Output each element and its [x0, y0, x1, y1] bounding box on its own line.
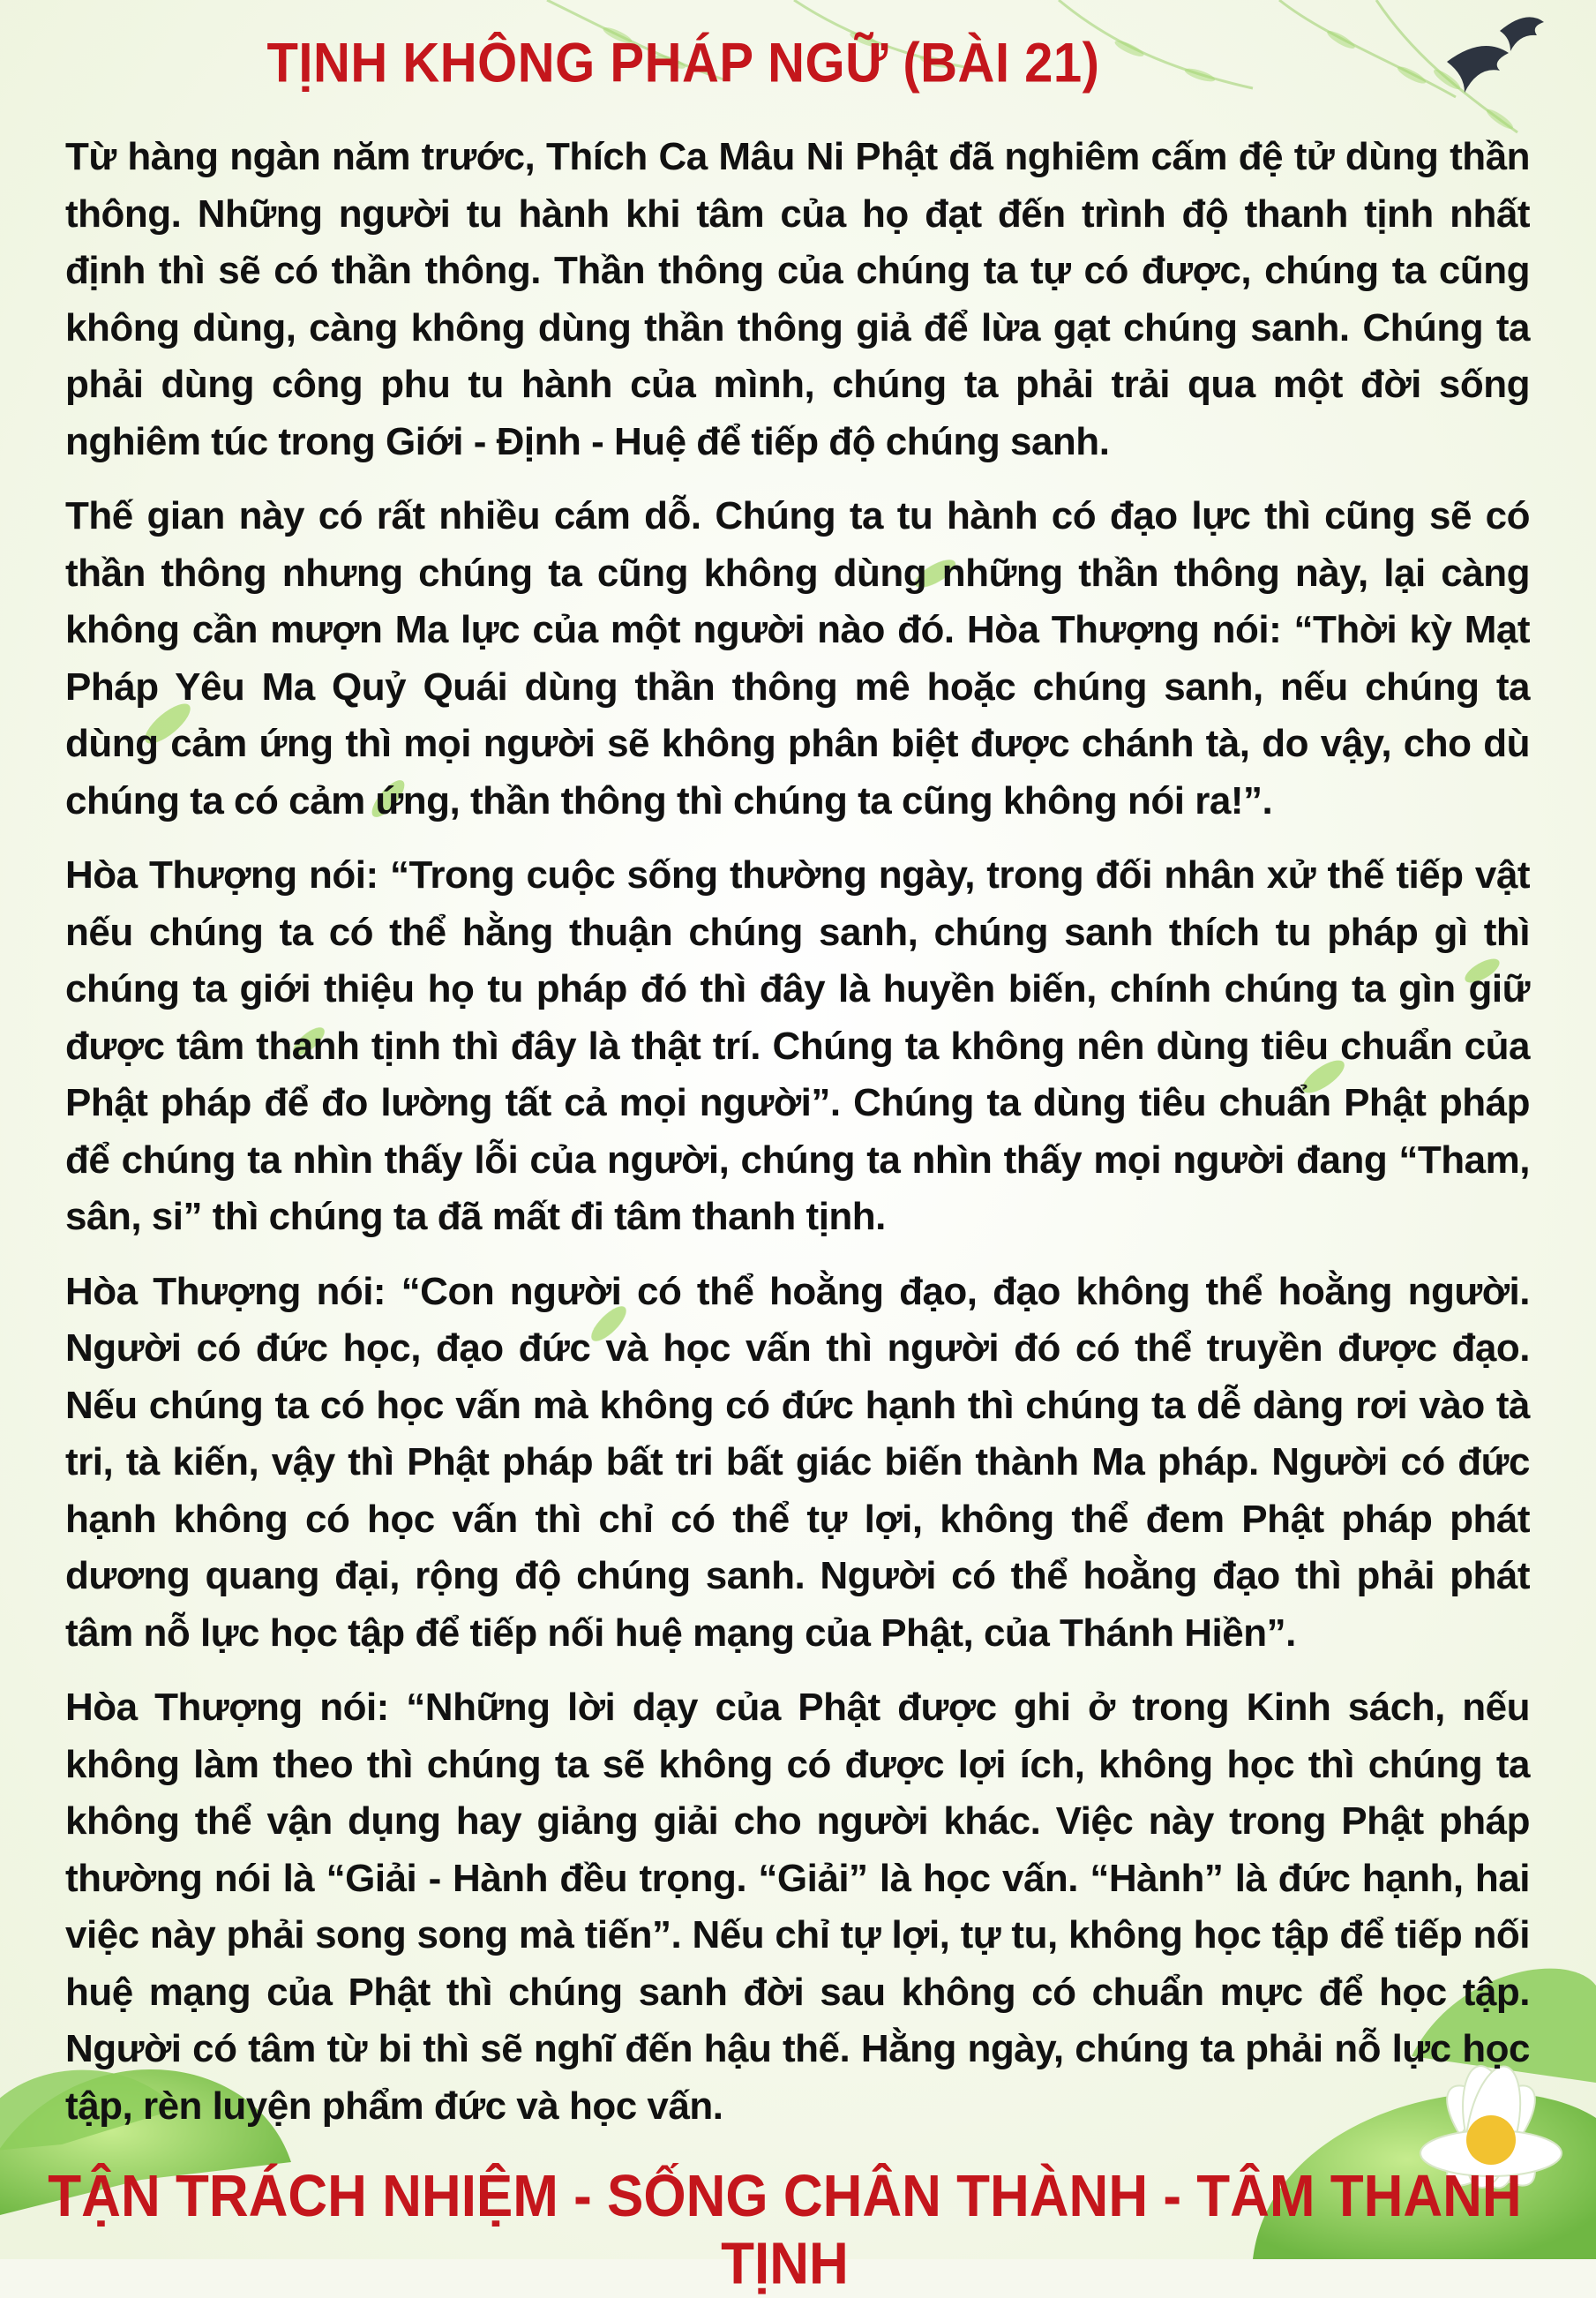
page-title: TỊNH KHÔNG PHÁP NGỮ (BÀI 21): [266, 32, 1100, 94]
paragraph: Từ hàng ngàn năm trước, Thích Ca Mâu Ni Phật đã nghiêm cấm đệ tử dùng thần thông. Những người tu hành khi tâm của họ đạt đến trình độ thanh tịnh nhất định thì sẽ có thần thông. Thần thông của chúng ta tự có được, chúng ta cũng không dùng, càng không dùng thần thông giả để lừa gạt chúng sanh. Chúng ta phải dùng công phu tu hành của mình, chúng ta phải trải qua một đời sống nghiêm túc trong Giới - Định - Huệ để tiếp độ chúng sanh.: [65, 135, 1530, 463]
paragraph: Thế gian này có rất nhiều cám dỗ. Chúng ta tu hành có đạo lực thì cũng sẽ có thần thông nhưng chúng ta cũng không dùng những thần thông này, lại càng không cần mượn Ma lực của một người nào đó. Hòa Thượng nói: “Thời kỳ Mạt Pháp Yêu Ma Quỷ Quái dùng thần thông mê hoặc chúng sanh, nếu chúng ta dùng cảm ứng thì mọi người sẽ không phân biệt được chánh tà, do vậy, cho dù chúng ta có cảm ứng, thần thông thì chúng ta cũng không nói ra!”.: [65, 494, 1530, 822]
paragraph: Hòa Thượng nói: “Những lời dạy của Phật được ghi ở trong Kinh sách, nếu không làm theo thì chúng ta sẽ không có được lợi ích, không học thì chúng ta không thể vận dụng hay giảng giải cho người khác. Việc này trong Phật pháp thường nói là “Giải - Hành đều trọng. “Giải” là học vấn. “Hành” là đức hạnh, hai việc này phải song song mà tiến”. Nếu chỉ tự lợi, tự tu, không học tập để tiếp nối huệ mạng của Phật thì chúng sanh đời sau không có chuẩn mực để học tập. Người có tâm từ bi thì sẽ nghĩ đến hậu thế. Hằng ngày, chúng ta phải nỗ lực học tập, rèn luyện phẩm đức và học vấn.: [65, 1686, 1530, 2128]
paragraph: Hòa Thượng nói: “Con người có thể hoằng đạo, đạo không thể hoằng người. Người có đức học, đạo đức và học vấn thì người đó có thể truyền được đạo. Nếu chúng ta có học vấn mà không có đức hạnh thì chúng ta dễ dàng rơi vào tà tri, tà kiến, vậy thì Phật pháp bất tri bất giác biến thành Ma pháp. Người có đức hạnh không có học vấn thì chỉ có thể tự lợi, không thể đem Phật pháp phát dương quang đại, rộng độ chúng sanh. Người có thể hoằng đạo thì phải phát tâm nỗ lực học tập để tiếp nối huệ mạng của Phật, của Thánh Hiền”.: [65, 1269, 1530, 1655]
footer-motto: TẬN TRÁCH NHIỆM - SỐNG CHÂN THÀNH - TÂM THANH TỊNH: [48, 2163, 1522, 2297]
paragraph: Hòa Thượng nói: “Trong cuộc sống thường ngày, trong đối nhân xử thế tiếp vật nếu chúng ta có thể hằng thuận chúng sanh, chúng sanh thích tu pháp gì thì chúng ta giới thiệu họ tu pháp đó thì đây là huyền biến, chính chúng ta gìn giữ được tâm thanh tịnh thì đây là thật trí. Chúng ta không nên dùng tiêu chuẩn của Phật pháp để đo lường tất cả mọi người”. Chúng ta dùng tiêu chuẩn Phật pháp để chúng ta nhìn thấy lỗi của người, chúng ta nhìn thấy mọi người đang “Tham, sân, si” thì chúng ta đã mất đi tâm thanh tịnh.: [65, 853, 1530, 1238]
article-body: [65, 129, 1530, 2152]
